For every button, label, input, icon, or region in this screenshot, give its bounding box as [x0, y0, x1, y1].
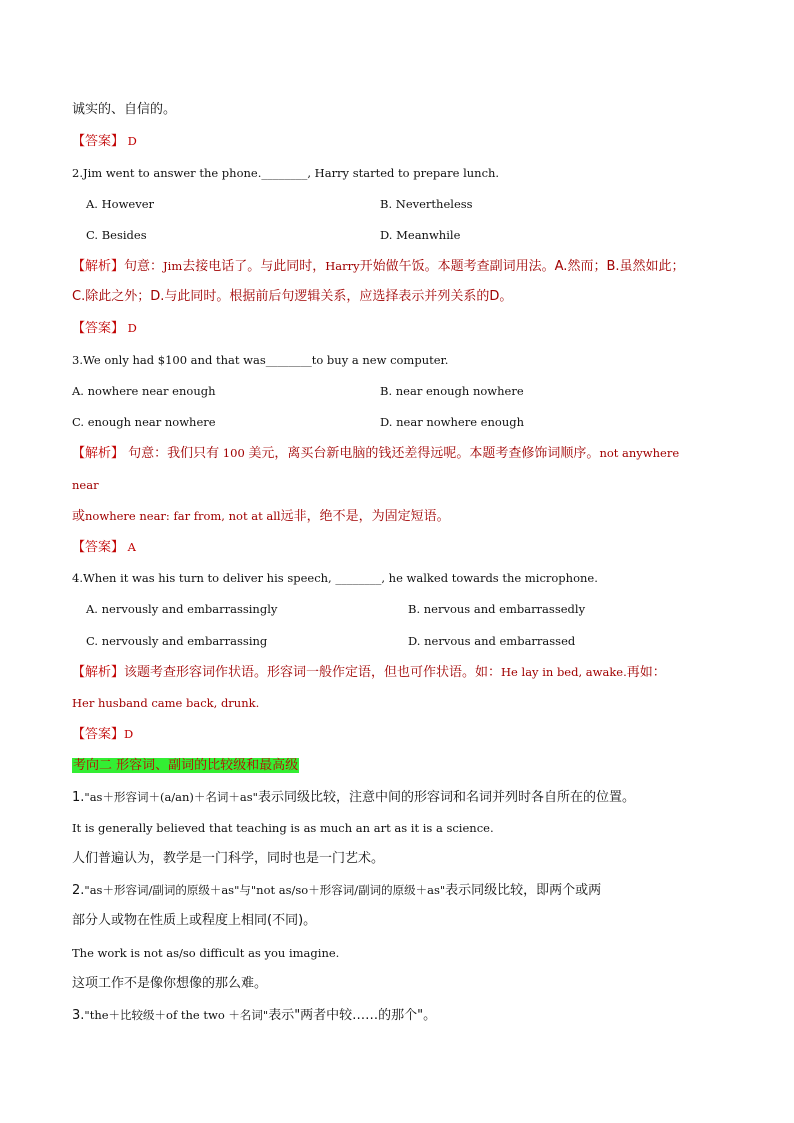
q2-option-b: B. Nevertheless	[380, 197, 473, 211]
explanation-3	[72, 444, 679, 463]
rule-text: "as＋形容词＋(a/an)＋名词＋as"	[84, 790, 258, 804]
rule-text: 表示同级比较，即两个或两	[445, 883, 602, 898]
rule-2-example: The work is not as/so difficult as you imagine.	[72, 946, 340, 960]
explanation-tag: 【解析】	[72, 665, 125, 680]
answer-value: D	[124, 321, 137, 335]
explanation-text: 100	[219, 446, 249, 460]
explanation-text: 美元，离买台新电脑的钱还差得远呢。本题考查修饰词顺序。	[248, 446, 600, 461]
rule-3	[72, 1006, 436, 1025]
answer-tag: 【答案】	[72, 540, 125, 555]
answer-value: D	[124, 727, 134, 741]
explanation-text: nowhere near: far from, not at all	[85, 509, 281, 523]
intro-text: 诚实的、自信的。	[72, 102, 177, 117]
answer-tag: 【答案】	[72, 134, 125, 149]
explanation-text: 句意：我们只有	[124, 446, 220, 461]
explanation-3-line-2: near	[72, 478, 99, 492]
explanation-tag: 【解析】	[72, 259, 125, 274]
rule-2	[72, 881, 601, 900]
explanation-tag: 【解析】	[72, 446, 125, 461]
explanation-text: 句意：	[124, 259, 164, 274]
answer-2	[72, 319, 137, 338]
rule-1-translation: 人们普遍认为，教学是一门科学，同时也是一门艺术。	[72, 851, 385, 866]
rule-text: "the＋比较级＋of the two ＋名词"	[84, 1008, 269, 1022]
answer-4	[72, 725, 133, 744]
question-3: 3.We only had $100 and that was________to buy a new computer.	[72, 353, 449, 367]
question-2: 2.Jim went to answer the phone.________, Harry started to prepare lunch.	[72, 166, 500, 180]
rule-text: "as＋形容词/副词的原级＋as"与"not as/so＋形容词/副词的原级＋as"	[84, 883, 446, 897]
explanation-text: Harry	[325, 259, 360, 273]
explanation-text: 开始做午饭。本题考查副词用法。A.然而；B.虽然如此；	[359, 259, 685, 274]
q4-option-a: A. nervously and embarrassingly	[86, 602, 278, 616]
q3-option-a: A. nowhere near enough	[72, 384, 216, 398]
q3-option-b: B. near enough nowhere	[380, 384, 524, 398]
explanation-2-line-2: C.除此之外；D.与此同时。根据前后句逻辑关系，应选择表示并列关系的D。	[72, 289, 513, 304]
explanation-4	[72, 663, 666, 682]
explanation-text: 去接电话了。与此同时，	[182, 259, 326, 274]
answer-value: A	[124, 540, 136, 554]
explanation-text: Jim	[163, 259, 183, 273]
section-title: 考向二 形容词、副词的比较级和最高级	[73, 758, 299, 773]
rule-2-line-2: 部分人或物在性质上或程度上相同(不同)。	[72, 913, 317, 928]
explanation-4-line-2: Her husband came back, drunk.	[72, 696, 260, 710]
question-4: 4.When it was his turn to deliver his speech, ________, he walked towards the microphone.	[72, 571, 598, 585]
answer-tag: 【答案】	[72, 727, 125, 742]
explanation-text: 远非，绝不是，为固定短语。	[280, 509, 450, 524]
q2-option-d: D. Meanwhile	[380, 228, 461, 242]
q2-option-a: A. However	[86, 197, 155, 211]
explanation-text: He lay in bed, awake.	[501, 665, 627, 679]
explanation-text: 该题考查形容词作状语。形容词一般作定语，但也可作状语。如：	[124, 665, 502, 680]
q4-option-b: B. nervous and embarrassedly	[408, 602, 586, 616]
rule-text: 1.	[72, 790, 85, 805]
rule-text: 2.	[72, 883, 85, 898]
q3-option-d: D. near nowhere enough	[380, 415, 524, 429]
rule-text: 表示同级比较，注意中间的形容词和名词并列时各自所在的位置。	[257, 790, 635, 805]
explanation-3-line-3	[72, 507, 450, 526]
rule-1	[72, 788, 635, 807]
explanation-2	[72, 257, 685, 276]
explanation-text: 再如：	[626, 665, 666, 680]
q4-option-c: C. nervously and embarrassing	[86, 634, 268, 648]
rule-1-example: It is generally believed that teaching is as much an art as it is a science.	[72, 821, 494, 835]
q4-option-d: D. nervous and embarrassed	[408, 634, 576, 648]
rule-text: 3.	[72, 1008, 85, 1023]
rule-2-translation: 这项工作不是像你想像的那么难。	[72, 976, 268, 991]
answer-value: D	[124, 134, 137, 148]
answer-1	[72, 132, 137, 151]
explanation-text: 或	[72, 509, 86, 524]
answer-3	[72, 538, 136, 557]
answer-tag: 【答案】	[72, 321, 125, 336]
q3-option-c: C. enough near nowhere	[72, 415, 216, 429]
explanation-text: not anywhere	[599, 446, 680, 460]
q2-option-c: C. Besides	[86, 228, 147, 242]
rule-text: 表示"两者中较……的那个"。	[268, 1008, 437, 1023]
section-heading	[72, 757, 299, 775]
